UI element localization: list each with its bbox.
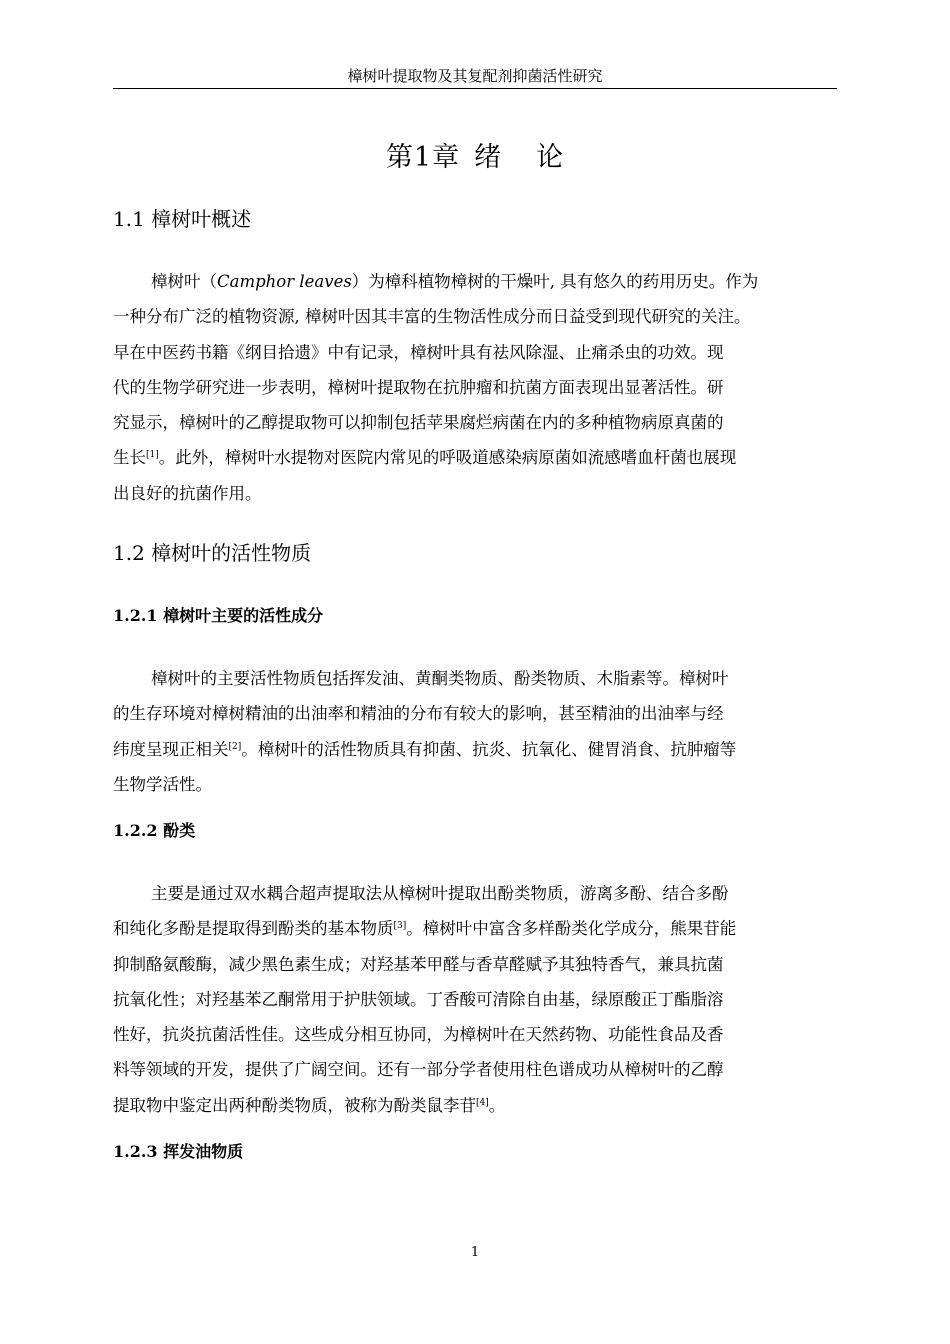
subsection-heading-1-2-1: 1.2.1 樟树叶主要的活性成分 (113, 606, 324, 625)
header-rule (113, 88, 837, 89)
paragraph-line: 抑制酪氨酸酶，减少黑色素生成；对羟基苯甲醛与香草醛赋予其独特香气，兼具抗菌 (113, 954, 724, 974)
chapter-xu: 绪 (474, 142, 503, 173)
text-run: 和纯化多酚是提取得到酚类的基本物质 (113, 919, 394, 939)
paragraph-line: 性好，抗炎抗菌活性佳。这些成分相互协同，为樟树叶在天然药物、功能性食品及香 (113, 1025, 724, 1045)
paragraph-line (113, 911, 837, 946)
text-run: 提取物中鉴定出两种酚类物质，被称为酚类鼠李苷 (113, 1095, 476, 1115)
chapter-zhang: 章 (432, 142, 461, 173)
paragraph-1-2-1 (113, 661, 837, 802)
citation-ref[interactable]: [1] (146, 450, 159, 461)
paragraph-line: 生物学活性。 (113, 774, 212, 794)
paragraph-line: 的生存环境对樟树精油的出油率和精油的分布有较大的影响，甚至精油的出油率与经 (113, 704, 724, 724)
text-run: 生长 (113, 448, 146, 468)
paragraph-line: 代的生物学研究进一步表明，樟树叶提取物在抗肿瘤和抗菌方面表现出显著活性。研 (113, 377, 724, 397)
paragraph-line: 究显示，樟树叶的乙醇提取物可以抑制包括苹果腐烂病菌在内的多种植物病原真菌的 (113, 413, 724, 433)
text-run: 樟树叶（ (151, 272, 217, 291)
chapter-number: 1 (413, 142, 433, 173)
running-header: 樟树叶提取物及其复配剂抑菌活性研究 (347, 67, 603, 85)
chapter-title (113, 140, 837, 176)
paragraph-line: 樟树叶的主要活性物质包括挥发油、黄酮类物质、酚类物质、木脂素等。樟树叶 (151, 669, 729, 688)
page-number: 1 (470, 1245, 480, 1260)
text-run: ）为樟科植物樟树的干燥叶, 具有悠久的药用历史。作为 (351, 272, 759, 291)
citation-ref[interactable]: [2] (228, 741, 242, 752)
paragraph-line: 主要是通过双水耦合超声提取法从樟树叶提取出酚类物质，游离多酚、结合多酚 (151, 884, 729, 903)
citation-ref[interactable]: [3] (393, 921, 407, 932)
paragraph-line: 早在中医药书籍《纲目拾遗》中有记录，樟树叶具有祛风除湿、止痛杀虫的功效。现 (113, 342, 724, 362)
paragraph-line: 一种分布广泛的植物资源, 樟树叶因其丰富的生物活性成分而日益受到现代研究的关注。 (113, 307, 751, 327)
section-heading-1-1: 1.1 樟树叶概述 (113, 207, 252, 231)
chapter-di: 第 (385, 142, 414, 173)
text-run: 。此外，樟树叶水提物对医院内常见的呼吸道感染病原菌如流感嗜血杆菌也展现 (158, 448, 737, 468)
paragraph-line: 出良好的抗菌作用。 (113, 483, 262, 503)
paragraph-line (113, 1088, 837, 1123)
subsection-heading-1-2-2: 1.2.2 酚类 (113, 821, 196, 840)
paragraph-line (113, 264, 837, 299)
paragraph-line (113, 732, 837, 767)
chapter-lun: 论 (536, 142, 565, 173)
text-run: 纬度呈现正相关 (113, 739, 229, 759)
citation-ref[interactable]: [4] (476, 1097, 489, 1108)
text-run: 。樟树叶的活性物质具有抑菌、抗炎、抗氧化、健胃消食、抗肿瘤等 (241, 739, 737, 759)
paragraph-line (113, 440, 837, 475)
subsection-heading-1-2-3: 1.2.3 挥发油物质 (113, 1142, 244, 1161)
latin-name: Camphor leaves (217, 272, 352, 291)
paragraph-line: 料等领域的开发，提供了广阔空间。还有一部分学者使用柱色谱成功从樟树叶的乙醇 (113, 1060, 724, 1080)
paragraph-1-1 (113, 264, 837, 511)
paragraph-line: 抗氧化性；对羟基苯乙酮常用于护肤领域。丁香酸可清除自由基，绿原酸正丁酯脂溶 (113, 989, 724, 1009)
text-run: 。樟树叶中富含多样酚类化学成分，熊果苷能 (406, 919, 737, 939)
section-heading-1-2: 1.2 樟树叶的活性物质 (113, 541, 312, 565)
paragraph-1-2-2 (113, 876, 837, 1123)
text-run: 。 (488, 1095, 506, 1115)
